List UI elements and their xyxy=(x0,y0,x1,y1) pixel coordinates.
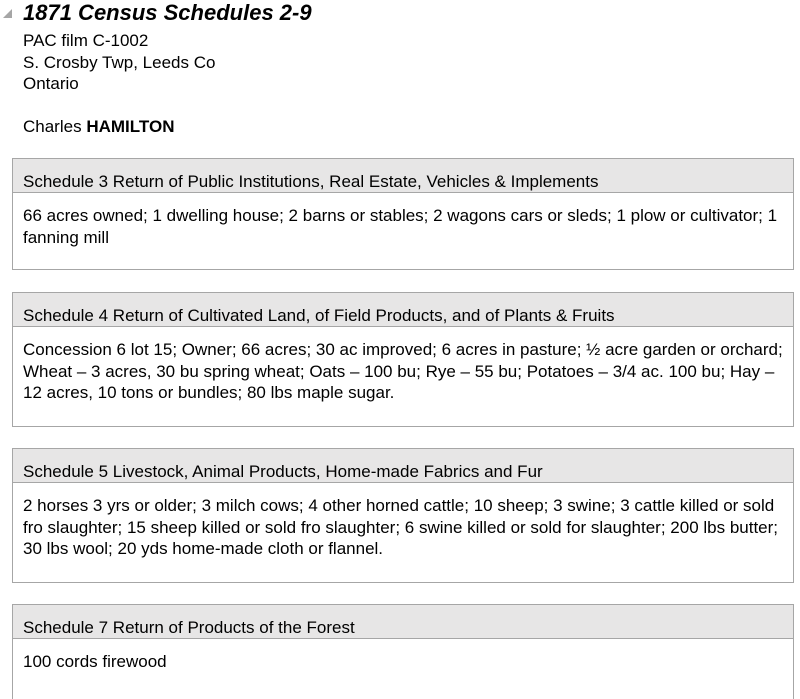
schedule-heading: Schedule 5 Livestock, Animal Products, Home-made Fabrics and Fur xyxy=(13,449,793,483)
surname: HAMILTON xyxy=(86,117,175,136)
collapse-arrow-icon[interactable] xyxy=(3,9,12,18)
schedule-text: 2 horses 3 yrs or older; 3 milch cows; 4 other horned cattle; 10 sheep; 3 swine; 3 cattle killed or sold fro slaughter; 15 sheep killed or sold fro slaughter; 6 swine killed or sold for slaughter; 200 lbs butter; 30 lbs wool; 20 yds home-made cloth or flannel. xyxy=(23,496,779,558)
given-name: Charles xyxy=(23,117,82,136)
schedule-heading: Schedule 7 Return of Products of the Forest xyxy=(13,605,793,639)
province: Ontario xyxy=(23,74,79,93)
schedule-text: Concession 6 lot 15; Owner; 66 acres; 30 ac improved; 6 acres in pasture; ½ acre garden or orchard; Wheat – 3 acres, 30 bu spring wheat; Oats – 100 bu; Rye – 55 bu; Potatoes – 3/4 ac. 100 bu; Hay – 12 acres, 10 tons or bundles; 80 lbs maple sugar. xyxy=(23,340,783,402)
schedule-3-box xyxy=(12,158,794,270)
document-title: 1871 Census Schedules 2-9 xyxy=(23,0,312,25)
person-name xyxy=(23,116,174,138)
township-county: S. Crosby Twp, Leeds Co xyxy=(23,52,216,72)
schedule-5-box xyxy=(12,448,794,583)
schedule-text: 66 acres owned; 1 dwelling house; 2 barns or stables; 2 wagons cars or sleds; 1 plow or cultivator; 1 fanning mill xyxy=(23,206,778,247)
schedule-7-box xyxy=(12,604,794,699)
schedule-4-box xyxy=(12,292,794,427)
document-meta xyxy=(23,30,215,95)
schedule-text: 100 cords firewood xyxy=(23,652,167,671)
schedule-heading: Schedule 3 Return of Public Institutions, Real Estate, Vehicles & Implements xyxy=(13,159,793,193)
film-reference: PAC film C-1002 xyxy=(23,31,149,50)
schedule-heading: Schedule 4 Return of Cultivated Land, of Field Products, and of Plants & Fruits xyxy=(13,293,793,327)
